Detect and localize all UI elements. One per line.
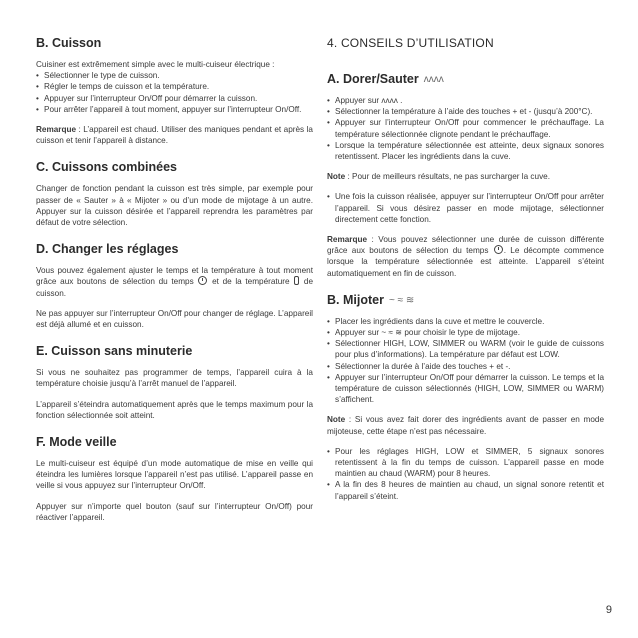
list-item: • Pour les réglages HIGH, LOW et SIMMER, 5 signaux sonores retentissent à la fin du temps de cuisson. L’appareil passe en mode maintien au chaud (WARM) pour 8 heures. [327,446,604,480]
remarque-text-a: : Vous pouvez sélectionner une durée de cuisson différente grâce aux boutons de sélection du temps [327,235,604,256]
note-text: : Si vous avez fait dorer des ingrédients avant de passer en mode mijoteuse, cette étape n’est pas nécessaire. [327,415,604,436]
remarque-text: : L’appareil est chaud. Utiliser des maniques pendant et après la cuisson et tenir l’appareil à distance. [36,125,313,146]
list-item: • Régler le temps de cuisson et la température. [36,81,313,92]
dorer-title-text: A. Dorer/Sauter [327,72,419,86]
left-column [36,36,313,523]
list-item: • Appuyer sur ᴧᴧᴧᴧ . [327,95,604,106]
section-title-changer-reglages: D. Changer les réglages [36,242,179,257]
section-title-sans-minuterie: E. Cuisson sans minuterie [36,344,193,359]
list-item: • Appuyer sur ~ ≈ ≋ pour choisir le type de mijotage. [327,327,604,338]
section-title-mijoter [327,293,604,308]
right-column [327,36,604,502]
dorer-steps-2 [327,191,604,225]
sans-minuterie-text-1: Si vous ne souhaitez pas programmer de temps, l’appareil cuira à la température choisie jusqu’à l’arrêt manuel de l’appareil. [36,368,313,389]
clock-icon [494,245,503,254]
reglages-text-2: Ne pas appuyer sur l’interrupteur On/Off pour changer de réglage. L’appareil est déjà allumé et en cuisson. [36,308,313,330]
dorer-remarque [327,234,604,279]
section-title-cuisson: B. Cuisson [36,36,102,50]
chapter-heading: 4. CONSEILS D’UTILISATION [327,36,494,50]
cuissons-combinees-text: Changer de fonction pendant la cuisson est très simple, par exemple pour passer de « Sauter » à « Mijoter » ou d’un mode de mijotage à un autre. Appuyer sur la cuisson désirée et l’appareil reprendra les paramètres par défaut de votre sélection. [36,184,313,228]
list-item: • Appuyer sur l’interrupteur On/Off pour commencer le préchauffage. La température sélectionnée clignote pendant le préchauffage. [327,117,604,139]
list-item: • Sélectionner la durée à l’aide des touches + et -. [327,361,604,372]
remarque-label: Remarque [36,125,77,135]
list-item: • Sélectionner le type de cuisson. [36,70,313,81]
list-item: • Pour arrêter l’appareil à tout moment, appuyer sur l’interrupteur On/Off. [36,104,313,115]
note-text: : Pour de meilleurs résultats, ne pas surcharger la cuve. [345,172,550,182]
list-item: • Lorsque la température sélectionnée est atteinte, deux signaux sonores retentissent. Placer les ingrédients dans la cuve. [327,140,604,162]
reglages-text-1c: de cuisson. [36,277,314,298]
list-item: • Sélectionner la température à l’aide des touches + et - (jusqu’à 200°C). [327,106,604,117]
reglages-text-1a: Vous pouvez également ajuster le temps et la température à tout moment grâce aux boutons de sélection du temps [36,266,313,287]
saute-wave-icon: ᴧᴧᴧᴧ [423,74,444,85]
reglages-text-1 [36,265,313,299]
list-item: • Sélectionner HIGH, LOW, SIMMER ou WARM (voir le guide de cuissons pour plus d’informations). La température par défaut est LOW. [327,338,604,360]
note-label: Note [327,415,346,425]
section-title-dorer-sauter [327,72,604,87]
page-number: 9 [605,604,612,616]
reglages-text-1b: et de la température [212,277,290,287]
sans-minuterie-text-2: L’appareil s’éteindra automatiquement après que le temps maximum pour la fonction sélectionnée soit atteint. [36,399,313,420]
dorer-note [327,171,604,182]
mijoter-steps-2 [327,446,604,502]
list-item: • A la fin des 8 heures de maintien au chaud, un signal sonore retentit et l’appareil s’éteint. [327,479,604,501]
cuisson-steps [36,70,313,115]
list-item: • Une fois la cuisson réalisée, appuyer sur l’interrupteur On/Off pour arrêter l’appareil. Si vous désirez passer en mode mijotage, sélectionner directement cette fonction. [327,191,604,225]
remarque-label: Remarque [327,235,368,245]
veille-text-1: Le multi-cuiseur est équipé d’un mode automatique de mise en veille qui éteindra les lumières lorsque l’appareil n’est pas utilisé. L’appareil passe en veille si vous appuyez sur l’interrupteur On/Off. [36,459,313,491]
mijoter-note [327,414,604,436]
cuisson-intro: Cuisiner est extrêmement simple avec le multi-cuiseur électrique : [36,60,275,69]
remarque-text-b: . Le décompte commence lorsque la température sélectionnée est atteinte. L’appareil s’éteint automatiquement en fin de cuisson. [327,246,604,278]
list-item: • Placer les ingrédients dans la cuve et mettre le couvercle. [327,316,604,327]
thermometer-icon [294,276,299,285]
mijoter-steps [327,316,604,406]
section-title-cuissons-combinees: C. Cuissons combinées [36,160,178,175]
dorer-steps [327,95,604,162]
veille-text-2: Appuyer sur n’importe quel bouton (sauf sur l’interrupteur On/Off) pour réactiver l’appareil. [36,501,313,522]
mijoter-title-text: B. Mijoter [327,292,384,307]
note-label: Note [327,172,346,182]
list-item: • Appuyer sur l’interrupteur On/Off pour démarrer la cuisson. Le temps et la température de cuisson sélectionnés (HIGH, LOW, SIMMER ou WARM) s’affichent. [327,372,604,406]
section-title-mode-veille: F. Mode veille [36,435,117,450]
list-item: • Appuyer sur l’interrupteur On/Off pour démarrer la cuisson. [36,93,313,104]
cuisson-remarque [36,124,313,146]
simmer-wave-icon: ~ ≈ ≋ [388,294,415,306]
clock-icon [198,276,207,285]
